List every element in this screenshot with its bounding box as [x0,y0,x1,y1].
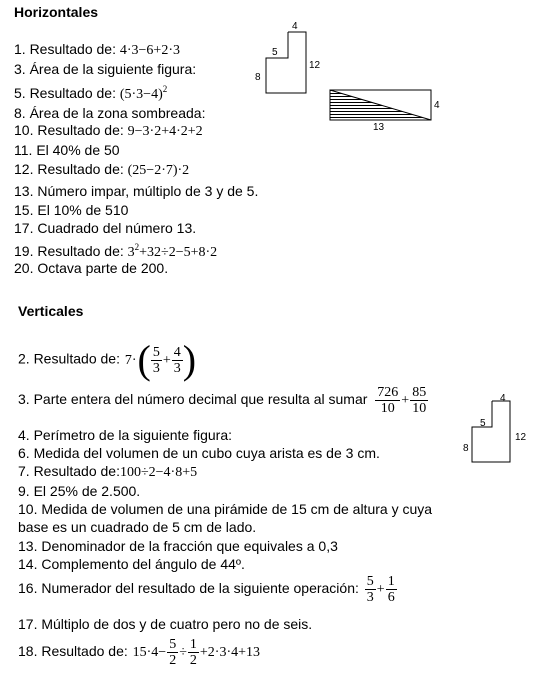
v10a-line: 10. Medida de volumen de una pirámide de 15 cm de altura y cuya [18,501,433,517]
figure-shaded-rectangle [325,86,445,132]
v2-line: 2. Resultado de: 7·( $\frac{5}{3}$ + $\frac{4}{3}$ ) [18,337,197,382]
figure-l-shape-2 [458,388,533,468]
l-shape-outline [266,32,306,93]
h1-line: 1. Resultado de: 4·3−6+2·3 [14,41,180,58]
v9-line: 9. El 25% de 2.500. [18,483,141,499]
label-left-upper: 5 [480,418,486,429]
h12-line: 12. Resultado de: (25−2·7)·2 [14,161,190,178]
v6-line: 6. Medida del volumen de un cubo cuya arista es de 3 cm. [18,445,380,461]
h5-line: 5. Resultado de: $(5\cdot 3-4)^2$ [14,84,168,102]
h10-line: 10. Resultado de: 9−3·2+4·2+2 [14,122,203,139]
v17-line: 17. Múltiplo de dos y de cuatro pero no de seis. [18,616,313,632]
label-right: 12 [515,432,527,443]
h8-line: 8. Área de la zona sombreada: [14,105,206,121]
label-top: 4 [292,21,298,32]
figure-l-shape-1 [252,18,324,98]
shaded-triangle [330,90,431,120]
label-left-upper: 5 [272,47,278,58]
h17-line: 17. Cuadrado del número 13. [14,220,197,236]
v10b-line: base es un cuadrado de 5 cm de lado. [18,519,257,535]
l-shape-outline [472,401,510,462]
h20-line: 20. Octava parte de 200. [14,260,169,276]
h15-line: 15. El 10% de 510 [14,202,129,218]
v13-line: 13. Denominador de la fracción que equivales a 0,3 [18,538,338,554]
h13-line: 13. Número impar, múltiplo de 3 y de 5. [14,183,259,199]
verticales-title: Verticales [18,303,84,319]
label-top: 4 [500,393,506,404]
label-bottom: 13 [373,122,385,132]
v4-line: 4. Perímetro de la siguiente figura: [18,427,233,443]
v14-line: 14. Complemento del ángulo de 44º. [18,556,245,572]
v16-line: 16. Numerador del resultado de la siguiente operación: $\frac{5}{3}$ + $\frac{1}{6}$ [18,574,395,605]
label-left: 8 [463,443,469,454]
v3-line: 3. Parte entera del número decimal que resulta al sumar $\frac{726}{10}$ + $\frac{85}{10}$ [18,385,427,416]
h3-line: 3. Área de la siguiente figura: [14,61,197,77]
label-left: 8 [255,72,261,83]
v18-line: 18. Resultado de: 15·4− $\frac{5}{2}$ ÷ $\frac{1}{2}$ +2·3·4+13 [18,637,261,668]
h11-line: 11. El 40% de 50 [14,142,120,158]
horizontales-title: Horizontales [14,4,99,20]
label-right: 12 [309,60,321,71]
label-right: 4 [434,100,440,111]
h19-line: 19. Resultado de: $3^2+32\div 2-5+8\cdot 2$ [14,242,218,260]
v7-line: 7. Resultado de:100÷2−4·8+5 [18,463,198,480]
